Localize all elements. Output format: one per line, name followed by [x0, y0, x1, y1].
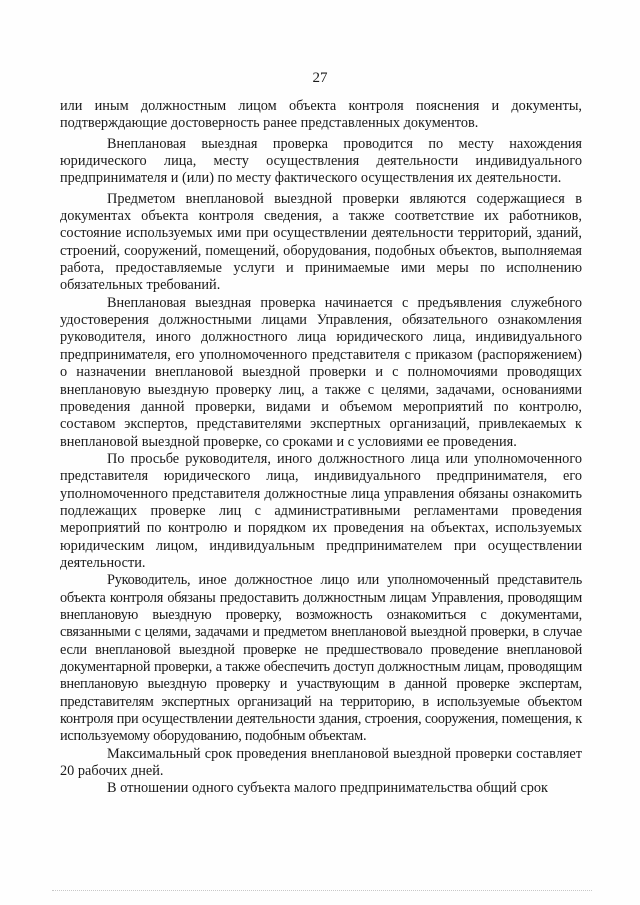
paragraph-small-business-term: В отношении одного субъекта малого предпринимательства общий срок — [107, 780, 548, 797]
paragraph-regulations-request: По просьбе руководителя, иного должностного лица или уполномоченного представителя юридического лица, индивидуального предпринимателя, его уполномоченного представителя должностные лица управления обязаны ознакомить подлежащих проверке лиц с административными регламентами проведения мероприятий по контролю и порядком их проведения на объектах, используемых юридическим лицом, индивидуальным предпринимателем при осуществлении деятельности. — [60, 450, 582, 571]
paragraph-inspection-subject: Предметом внеплановой выездной проверки являются содержащиеся в документах объекта контроля сведения, а также соответствие их работников, состояние используемых ими при осуществлении деятельности территорий, зданий, строений, сооружений, помещений, оборудования, подобных объектов, выполняемая работа, предоставляемые услуги и принимаемые ими меры по исполнению обязательных требований. — [60, 190, 582, 294]
paragraph-inspection-location: Внеплановая выездная проверка проводится по месту нахождения юридического лица, месту осуществления деятельности индивидуального предпринимателя и (или) по месту фактического осуществления их деятельности. — [60, 135, 582, 187]
page-number: 27 — [312, 70, 328, 86]
document-body — [60, 98, 582, 798]
paragraph-continuation: или иным должностным лицом объекта контроля пояснения и документы, подтверждающие достоверность ранее представленных документов. — [60, 98, 582, 132]
paragraph-inspection-start: Внеплановая выездная проверка начинается с предъявления служебного удостоверения должностными лицами Управления, обязательного ознакомления руководителя, иного должностного лица юридического лица, индивидуального предпринимателя, его уполномоченного представителя с приказом (распоряжением) о назначении внеплановой выездной проверки и с полномочиями проводящих внеплановую выездную проверку лиц, а также с целями, задачами, основаниями проведения данной проверки, видами и объемом мероприятий по контролю, составом экспертов, представителями экспертных организаций, привлекаемых к внеплановой выездной проверке, со сроками и с условиями ее проведения. — [60, 294, 582, 450]
scan-edge-line — [52, 890, 592, 892]
paragraph-max-duration: Максимальный срок проведения внеплановой выездной проверки составляет 20 рабочих дней. — [60, 745, 582, 780]
paragraph-access-obligations: Руководитель, иное должностное лицо или уполномоченный представитель объекта контроля обязаны предоставить должностным лицам Управления, проводящим внеплановую выездную проверку, возможность ознакомиться с документами, связанными с целями, задачами и предметом внеплановой выездной проверки, в случае если внеплановой выездной проверке не предшествовало проведение внеплановой документарной проверки, а также обеспечить доступ должностным лицам, проводящим внеплановую выездную проверку и участвующим в данной проверке экспертам, представителям экспертных организаций на территорию, в используемые объектом контроля при осуществлении деятельности здания, строения, сооружения, помещения, к используемому оборудованию, подобным объектам. — [60, 572, 582, 745]
